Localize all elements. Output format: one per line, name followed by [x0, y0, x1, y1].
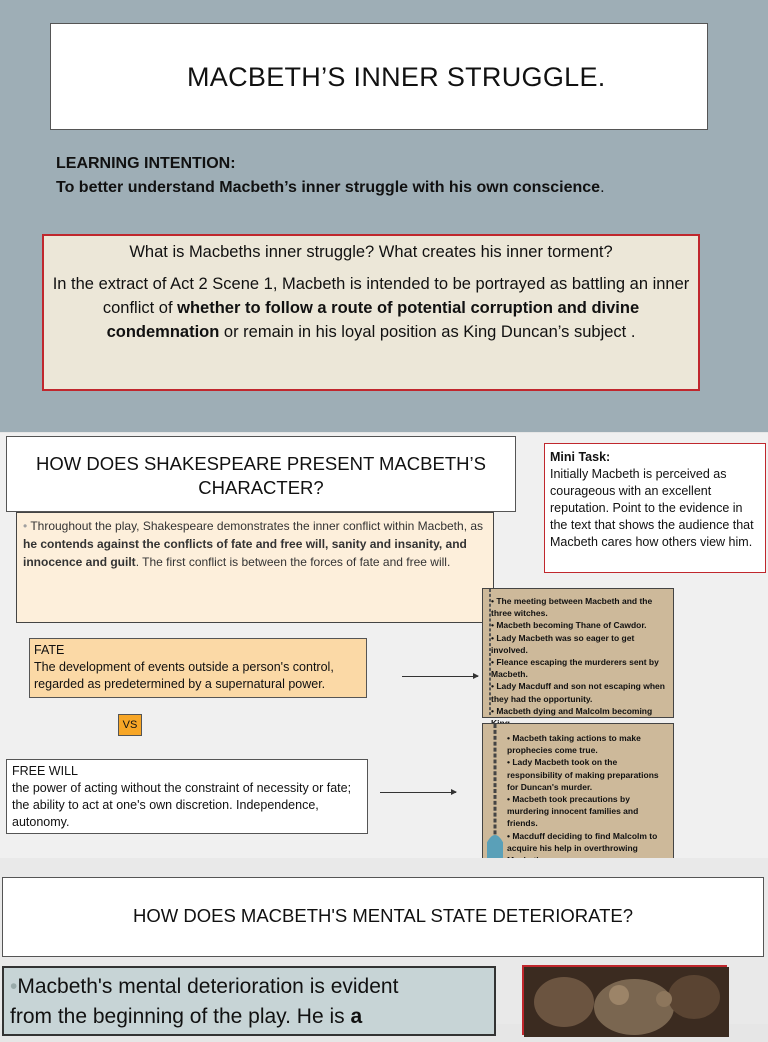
list-item: • Fleance escaping the murderers sent by Macbeth. [491, 657, 659, 680]
free-will-definition-box [6, 759, 368, 834]
arrow-right-icon [380, 792, 456, 793]
list-item: • Macbeth becoming Thane of Cawdor. [491, 620, 647, 631]
learning-intention-heading: LEARNING INTENTION: [56, 155, 236, 172]
slide-character [0, 433, 768, 858]
painting-image [522, 965, 727, 1035]
para-bold: whether to follow a route of potential corruption and divine condemnation [106, 299, 640, 341]
list-item: • Macbeth dying and Malcolm becoming [491, 705, 653, 716]
painting-icon [524, 967, 729, 1037]
free-will-examples-note [482, 723, 674, 860]
para-start: In the extract of Act 2 Scene 1, Macbeth is intended to be portrayed as battling an inner conflict of [52, 275, 690, 317]
free-will-heading: FREE WILL [12, 764, 78, 778]
list-item: • Macbeth taking actions to make prophecies come true. [507, 733, 641, 756]
mini-task-text: Initially Macbeth is perceived as courageous with an excellent reputation. Point to the evidence in the text that shows the audience that Macbeth cares how others view him. [550, 467, 754, 549]
shakespeare-conflict-box [16, 512, 494, 623]
fate-heading: FATE [34, 643, 65, 657]
fate-examples-list [491, 595, 669, 729]
para-end: or remain in his loyal position as King Duncan’s subject . [219, 323, 636, 341]
chain-decoration-icon [487, 724, 503, 859]
bullet-icon: • [10, 975, 18, 998]
inner-struggle-question-box [42, 234, 700, 391]
mini-task-box [544, 443, 766, 573]
slide-learning-intention [0, 0, 768, 432]
fate-text: The development of events outside a person's control, regarded as predetermined by a supernatural power. [34, 660, 334, 691]
deter-line-2: from the beginning of the play. He is a [10, 1005, 363, 1028]
shakes-end: . The first conflict is between the forces of fate and free will. [135, 555, 451, 569]
list-item: • Lady Macbeth took on the responsibility of making preparations for Duncan's murder. [507, 757, 659, 792]
learning-intention-bold: To better understand Macbeth’s inner struggle with his own conscience [56, 179, 601, 196]
list-item: • Macbeth took precautions by murdering innocent families and friends. [507, 794, 639, 829]
free-will-text: the power of acting without the constraint of necessity or fate; the ability to act at one's own discretion. Independence, autonomy. [12, 781, 352, 829]
learning-intention-period: . [600, 179, 605, 196]
deterioration-box [2, 966, 496, 1036]
free-will-examples-list [507, 732, 669, 866]
shakes-bold: he contends against the conflicts of fate and free will, sanity and insanity, and innocence and guilt [23, 537, 467, 569]
inner-struggle-paragraph [52, 272, 690, 344]
deter-line-1: •Macbeth's mental deterioration is evident [10, 975, 399, 998]
list-item: • Lady Macbeth was so eager to get involved. [491, 632, 635, 655]
title-box [50, 23, 708, 130]
slide-title: MACBETH’S INNER STRUGGLE. [187, 62, 606, 92]
fate-definition-box [29, 638, 367, 698]
mini-task-heading: Mini Task: [550, 450, 611, 464]
arrow-right-icon [402, 676, 478, 677]
fate-examples-note [482, 588, 674, 718]
mental-state-heading: HOW DOES MACBETH'S MENTAL STATE DETERIORATE? [133, 905, 633, 926]
character-heading-box [6, 436, 516, 512]
bullet-icon: • [23, 519, 31, 533]
mental-state-heading-box [2, 877, 764, 957]
slide-mental-state [0, 858, 768, 1028]
vs-label: VS [118, 714, 142, 736]
list-item: • Lady Macduff and son not escaping when they had the opportunity. [491, 681, 665, 704]
inner-struggle-question: What is Macbeths inner struggle? What creates his inner torment? [129, 243, 613, 261]
character-heading: HOW DOES SHAKESPEARE PRESENT MACBETH’S CHARACTER? [36, 453, 486, 498]
learning-intention-text [56, 179, 605, 197]
list-item: • The meeting between Macbeth and the three witches. [491, 596, 653, 619]
list-item: • Macduff deciding to find Malcolm to acquire his help in overthrowing [507, 830, 658, 853]
shakes-start: Throughout the play, Shakespeare demonstrates the inner conflict within Macbeth, as [30, 519, 484, 533]
